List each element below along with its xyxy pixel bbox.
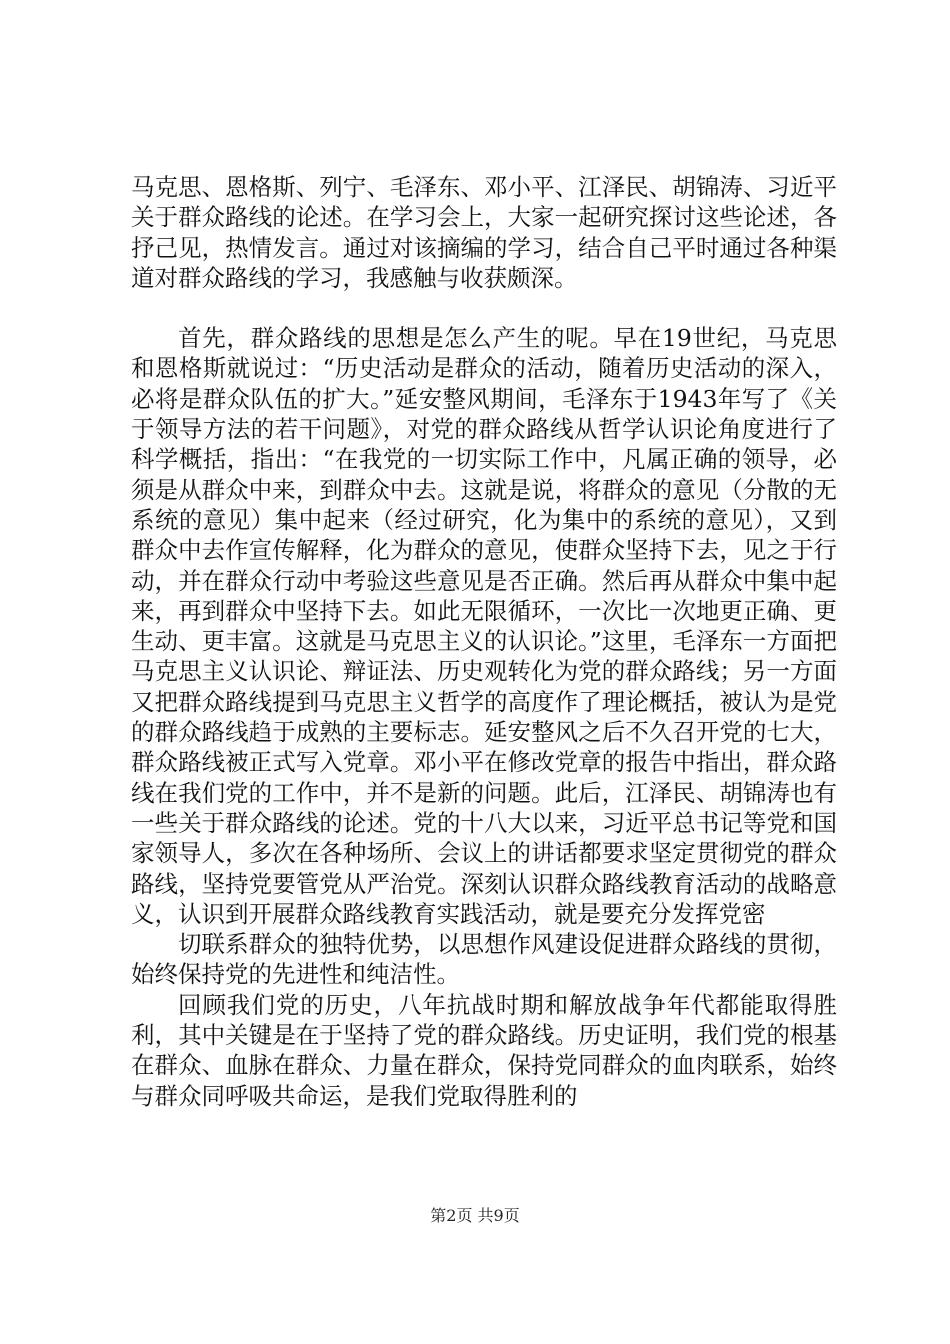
body-text <box>131 172 837 1111</box>
page-number-footer: 第2页 共9页 <box>430 1206 520 1225</box>
paragraph-origin-of-mass-line: 首先，群众路线的思想是怎么产生的呢。早在19世纪，马克思和恩格斯就说过：“历史活动是群众的活动，随着历史活动的深入，必将是群众队伍的扩大。”延安整风期间，毛泽东于1943年写了《关于领导方法的若干问题》，对党的群众路线从哲学认识论角度进行了科学概括，指出：“在我党的一切实际工作中，凡属正确的领导，必须是从群众中来，到群众中去。这就是说，将群众的意见（分散的无系统的意见）集中起来（经过研究，化为集中的系统的意见），又到群众中去作宣传解释，化为群众的意见，使群众坚持下去，见之于行动，并在群众行动中考验这些意见是否正确。然后再从群众中集中起来，再到群众中坚持下去。如此无限循环，一次比一次地更正确、更生动、更丰富。这就是马克思主义的认识论。”这里，毛泽东一方面把马克思主义认识论、辩证法、历史观转化为党的群众路线；另一方面又把群众路线提到马克思主义哲学的高度作了理论概括，被认为是党的群众路线趋于成熟的主要标志。延安整风之后不久召开党的七大，群众路线被正式写入党章。邓小平在修改党章的报告中指出，群众路线在我们党的工作中，并不是新的问题。此后，江泽民、胡锦涛也有一些关于群众路线的论述。党的十八大以来，习近平总书记等党和国家领导人，多次在各种场所、会议上的讲话都要求坚定贯彻党的群众路线，坚持党要管党从严治党。深刻认识群众路线教育活动的战略意义，认识到开展群众路线教育实践活动，就是要充分发挥党密 <box>131 324 837 928</box>
paragraph-close-ties: 切联系群众的独特优势，以思想作风建设促进群众路线的贯彻，始终保持党的先进性和纯洁性。 <box>131 930 837 989</box>
paragraph-history-review: 回顾我们党的历史，八年抗战时期和解放战争年代都能取得胜利，其中关键是在于坚持了党的群众路线。历史证明，我们党的根基在群众、血脉在群众、力量在群众，保持党同群众的血肉联系，始终与群众同呼吸共命运，是我们党取得胜利的 <box>131 990 837 1110</box>
paragraph-intro-continued: 马克思、恩格斯、列宁、毛泽东、邓小平、江泽民、胡锦涛、习近平关于群众路线的论述。在学习会上，大家一起研究探讨这些论述，各抒己见，热情发言。通过对该摘编的学习，结合自己平时通过各种渠道对群众路线的学习，我感触与收获颇深。 <box>131 173 837 292</box>
